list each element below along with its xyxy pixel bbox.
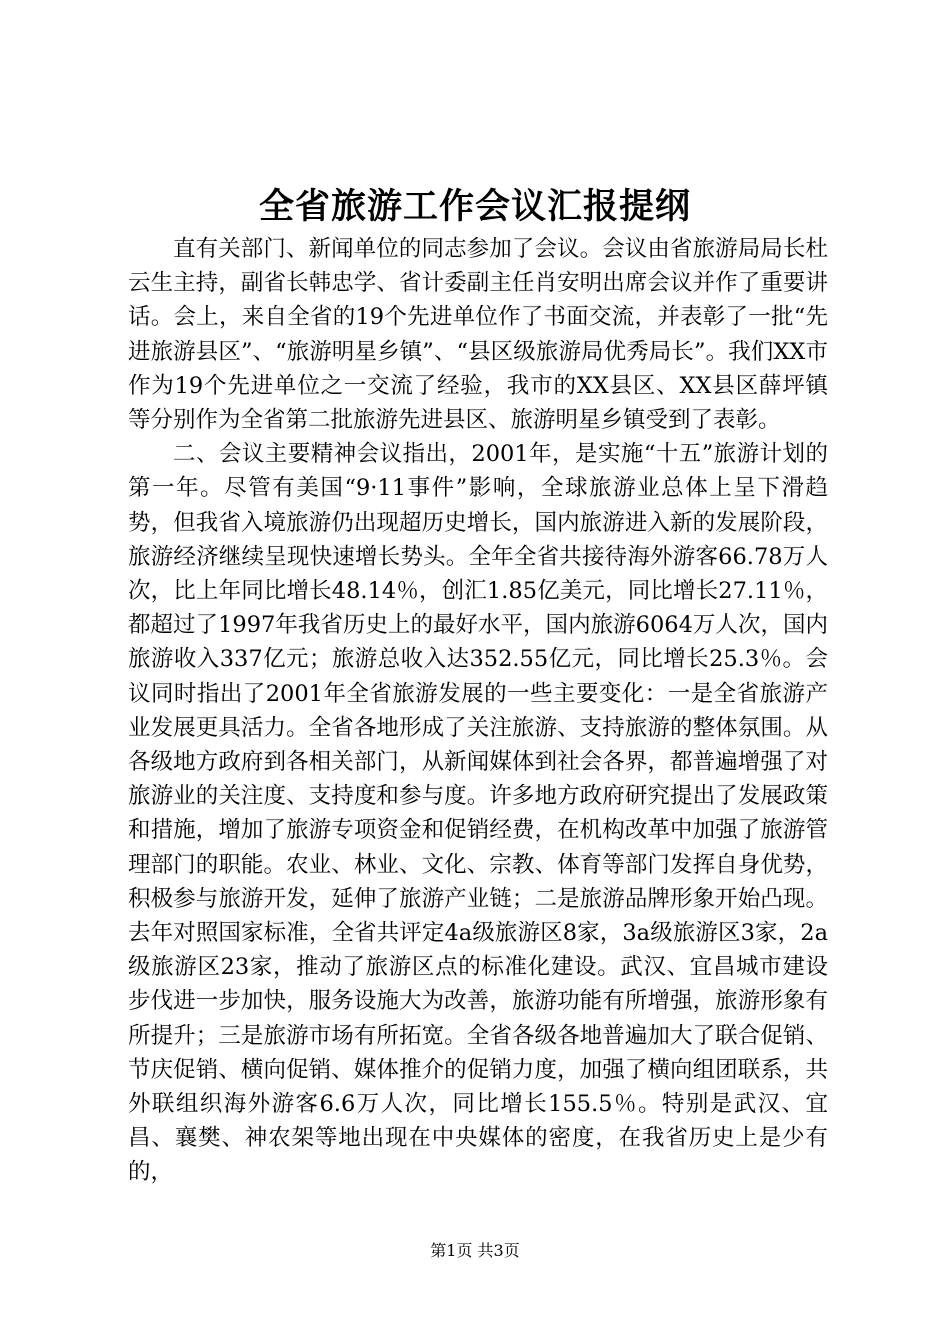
document-title: 全省旅游工作会议汇报提纲 bbox=[258, 186, 691, 227]
paragraph-2: 二、会议主要精神会议指出，2001年，是实施“十五”旅游计划的第一年。尽管有美国“9·11事件”影响，全球旅游业总体上呈下滑趋势，但我省入境旅游仍出现超历史增长，国内旅游进入新的发展阶段，旅游经济继续呈现快速增长势头。全年全省共接待海外游客66.78万人次，比上年同比增长48.14％，创汇1.85亿美元，同比增长27.11％，都超过了1997年我省历史上的最好水平，国内旅游6064万人次，国内旅游收入337亿元；旅游总收入达352.55亿元，同比增长25.3％。会议同时指出了2001年全省旅游发展的一些主要变化：一是全省旅游产业发展更具活力。全省各地形成了关注旅游、支持旅游的整体氛围。从各级地方政府到各相关部门，从新闻媒体到社会各界，都普遍增强了对旅游业的关注度、支持度和参与度。许多地方政府研究提出了发展政策和措施，增加了旅游专项资金和促销经费，在机构改革中加强了旅游管理部门的职能。农业、林业、文化、宗教、体育等部门发挥自身优势，积极参与旅游开发，延伸了旅游产业链；二是旅游品牌形象开始凸现。去年对照国家标准，全省共评定4a级旅游区8家，3a级旅游区3家，2a级旅游区23家，推动了旅游区点的标准化建设。武汉、宜昌城市建设步伐进一步加快，服务设施大为改善，旅游功能有所增强，旅游形象有所提升；三是旅游市场有所拓宽。全省各级各地普遍加大了联合促销、节庆促销、横向促销、媒体推介的促销力度，加强了横向组团联系，共外联组织海外游客6.6万人次，同比增长155.5％。特别是武汉、宜昌、襄樊、神农架等地出现在中央媒体的密度，在我省历史上是少有的， bbox=[128, 441, 828, 1186]
document-body bbox=[128, 232, 828, 1190]
paragraph-1: 直有关部门、新闻单位的同志参加了会议。会议由省旅游局局长杜云生主持，副省长韩忠学、省计委副主任肖安明出席会议并作了重要讲话。会上，来自全省的19个先进单位作了书面交流，并表彰了一批“先进旅游县区”、“旅游明星乡镇”、“县区级旅游局优秀局长”。我们XX市作为19个先进单位之一交流了经验，我市的XX县区、XX县区薛坪镇等分别作为全省第二批旅游先进县区、旅游明星乡镇受到了表彰。 bbox=[128, 236, 828, 434]
page-number-footer: 第1页 共3页 bbox=[430, 1241, 520, 1260]
